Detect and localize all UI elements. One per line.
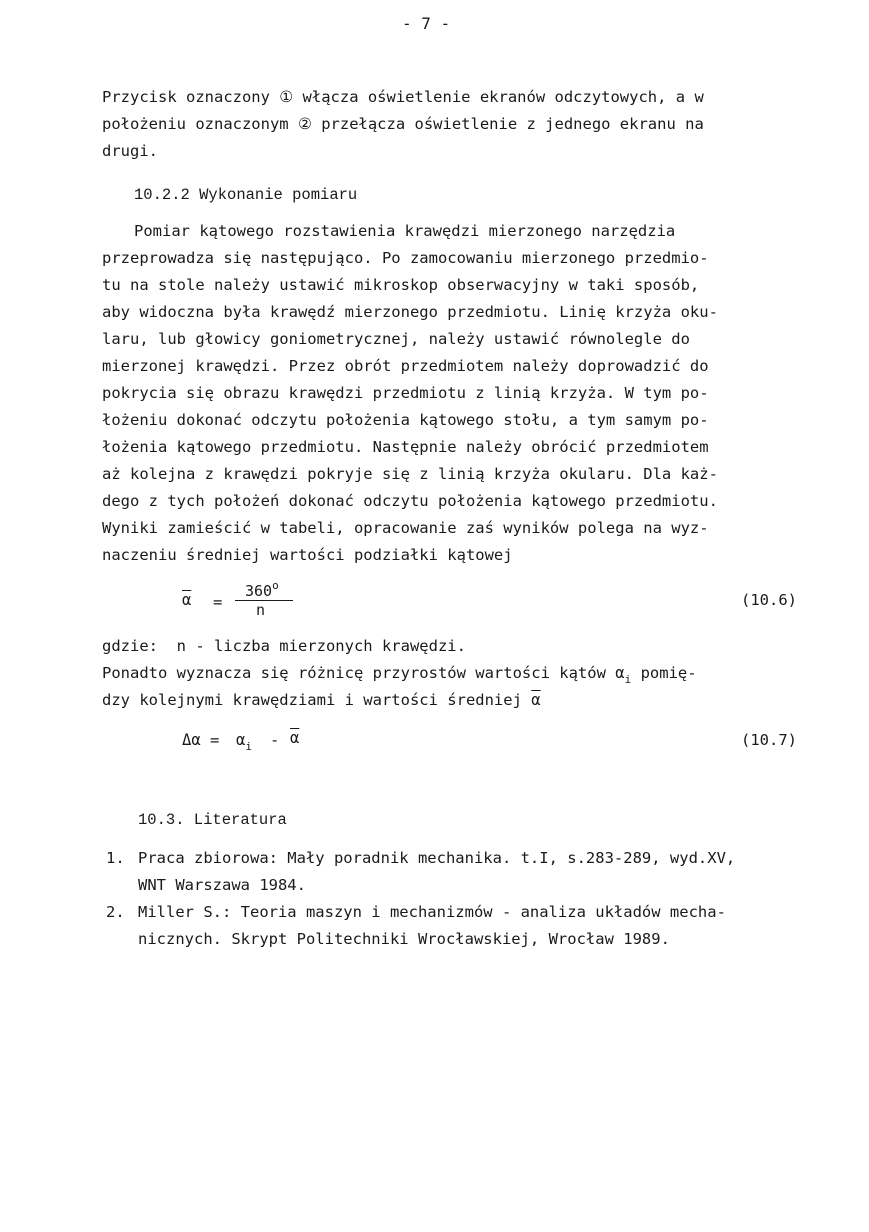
formula-alpha-mean: $\overline{\alpha}$ <box>182 591 192 609</box>
equation-number-10-6: (10.6) <box>741 591 797 609</box>
formula-delta-alpha: Δα = <box>182 731 220 749</box>
reference-number: 2. <box>106 903 125 921</box>
inline-alpha-mean: $\overline{\alpha}$ <box>531 691 541 709</box>
body-line-6: mierzonej krawędzi. Przez obrót przedmiotem należy doprowadzić do <box>102 357 709 375</box>
furthermore-line: Ponadto wyznacza się różnicę przyrostów wartości kątów $\alpha_i$ pomię- <box>102 664 697 686</box>
intro-line-1: Przycisk oznaczony ① włącza oświetlenie ekranów odczytowych, a w <box>102 88 704 106</box>
reference-number: 1. <box>106 849 125 867</box>
body-line-7: pokrycia się obrazu krawędzi przedmiotu z linią krzyża. W tym po- <box>102 384 709 402</box>
body-line-11: dego z tych położeń dokonać odczytu położenia kątowego przedmiotu. <box>102 492 718 510</box>
body-line-12: Wyniki zamieścić w tabeli, opracowanie zaś wyników polega na wyz- <box>102 519 709 537</box>
formula-alpha-mean-2: $\overline{\alpha}$ <box>290 729 300 747</box>
formula-minus: - <box>270 731 280 749</box>
formula-denominator: n <box>256 601 266 619</box>
reference-1-line-1: Praca zbiorowa: Mały poradnik mechanika. t.I, s.283-289, wyd.XV, <box>138 849 736 867</box>
section-heading-10-2-2: 10.2.2 Wykonanie pomiaru <box>134 186 358 204</box>
body-line-8: łożeniu dokonać odczytu położenia kątowego stołu, a tym samym po- <box>102 411 709 429</box>
formula-numerator: 360$^o$ <box>245 579 279 600</box>
between-line: dzy kolejnymi krawędziami i wartości średniej $\overline{\alpha}$ <box>102 691 541 709</box>
body-line-5: laru, lub głowicy goniometrycznej, należy ustawić równolegle do <box>102 330 690 348</box>
section-heading-10-3: 10.3. Literatura <box>138 811 287 829</box>
reference-2-line-1: Miller S.: Teoria maszyn i mechanizmów - analiza układów mecha- <box>138 903 726 921</box>
equation-number-10-7: (10.7) <box>741 731 797 749</box>
body-line-2: przeprowadza się następująco. Po zamocowaniu mierzonego przedmio- <box>102 249 709 267</box>
reference-1-line-2: WNT Warszawa 1984. <box>138 876 306 894</box>
body-line-1: Pomiar kątowego rozstawienia krawędzi mierzonego narzędzia <box>134 222 676 240</box>
intro-line-3: drugi. <box>102 142 158 160</box>
body-line-4: aby widoczna była krawędź mierzonego przedmiotu. Linię krzyża oku- <box>102 303 718 321</box>
intro-line-2: położeniu oznaczonym ② przełącza oświetlenie z jednego ekranu na <box>102 115 704 133</box>
body-line-9: łożenia kątowego przedmiotu. Następnie należy obrócić przedmiotem <box>102 438 709 456</box>
formula-equals: = <box>213 593 223 611</box>
body-line-10: aż kolejna z krawędzi pokryje się z linią krzyża okularu. Dla każ- <box>102 465 718 483</box>
formula-alpha-i: $\alpha_i$ <box>236 731 252 753</box>
inline-alpha-i: $\alpha_i$ <box>615 664 632 686</box>
where-line: gdzie: n - liczba mierzonych krawędzi. <box>102 637 466 655</box>
body-line-3: tu na stole należy ustawić mikroskop obserwacyjny w taki sposób, <box>102 276 700 294</box>
page-number: - 7 - <box>402 14 451 33</box>
body-line-13: naczeniu średniej wartości podziałki kątowej <box>102 546 513 564</box>
reference-2-line-2: nicznych. Skrypt Politechniki Wrocławskiej, Wrocław 1989. <box>138 930 670 948</box>
